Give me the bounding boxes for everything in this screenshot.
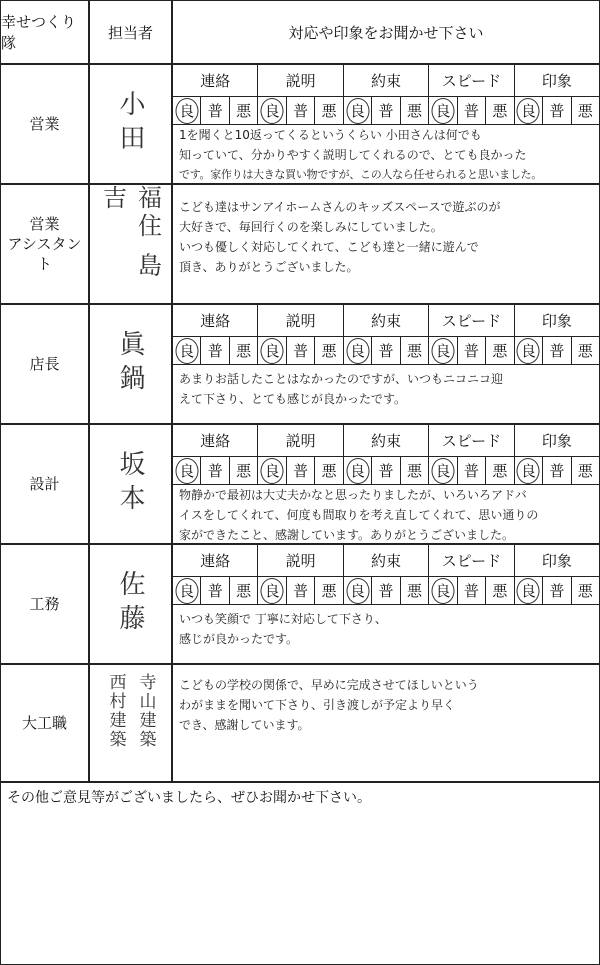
grade-average: 普	[287, 97, 315, 125]
grade-good-selected: 良	[344, 97, 372, 125]
category-label: 連絡	[173, 305, 258, 337]
grade-bad: 悪	[486, 337, 514, 365]
comment-line: こども達はサンアイホームさんのキッズスペースで遊ぶのが	[179, 200, 501, 214]
grade-bad: 悪	[572, 97, 599, 125]
handwritten-comment	[179, 125, 593, 185]
category-label: スピード	[429, 425, 514, 457]
grade-bad: 悪	[401, 577, 429, 605]
comment-line: イスをしてくれて、何度も間取りを考え直してくれて、思い通りの	[179, 508, 539, 522]
grade-bad: 悪	[486, 97, 514, 125]
grade-good-selected: 良	[173, 337, 201, 365]
category-label: スピード	[429, 545, 514, 577]
grade-good-selected: 良	[173, 457, 201, 485]
category-header-row	[173, 545, 599, 577]
comment-line: です。家作りは大きな買い物ですが、この人なら任せられると思いました。	[179, 168, 542, 181]
response-cell	[172, 544, 600, 664]
grade-bad: 悪	[230, 337, 258, 365]
grade-good-selected: 良	[515, 577, 543, 605]
comment-line: 頂き、ありがとうございました。	[179, 260, 359, 274]
header-response: 対応や印象をお聞かせ下さい	[172, 0, 600, 64]
grade-average: 普	[201, 337, 229, 365]
category-header-row	[173, 305, 599, 337]
grade-bad: 悪	[315, 337, 343, 365]
staff-name-text: 坂本	[115, 450, 145, 518]
category-label: 説明	[258, 425, 343, 457]
comment-line: 知っていて、分かりやすく説明してくれるので、とても良かった	[179, 148, 527, 162]
category-label: スピード	[429, 65, 514, 97]
handwritten-comment	[179, 485, 593, 545]
handwritten-comment	[179, 675, 593, 735]
grade-average: 普	[287, 337, 315, 365]
role-label: 営業	[0, 64, 89, 184]
grade-bad: 悪	[230, 457, 258, 485]
grade-average: 普	[201, 457, 229, 485]
grade-bad: 悪	[315, 577, 343, 605]
grade-bad: 悪	[401, 457, 429, 485]
grade-bad: 悪	[486, 577, 514, 605]
grade-average: 普	[543, 337, 571, 365]
grade-good-selected: 良	[429, 97, 457, 125]
grade-bad: 悪	[230, 97, 258, 125]
grade-bad: 悪	[572, 337, 599, 365]
grade-average: 普	[372, 97, 400, 125]
grade-good-selected: 良	[344, 457, 372, 485]
staff-name-text: 福住 島吉	[98, 185, 162, 281]
grade-good-selected: 良	[173, 577, 201, 605]
grade-good-selected: 良	[258, 97, 286, 125]
staff-name	[89, 664, 172, 782]
role-label: 店長	[0, 304, 89, 424]
category-label: 印象	[515, 545, 599, 577]
comment-line: いつも優しく対応してくれて、こども達と一緒に遊んで	[179, 240, 479, 254]
grade-bad: 悪	[401, 337, 429, 365]
other-comments-box[interactable]	[0, 782, 600, 965]
role-label: 工務	[0, 544, 89, 664]
grade-average: 普	[543, 577, 571, 605]
grade-bad: 悪	[315, 97, 343, 125]
grade-good-selected: 良	[429, 457, 457, 485]
grade-good-selected: 良	[258, 577, 286, 605]
grade-average: 普	[372, 337, 400, 365]
grade-average: 普	[201, 97, 229, 125]
comment-line: こどもの学校の関係で、早めに完成させてほしいという	[179, 678, 479, 692]
category-label: 連絡	[173, 65, 258, 97]
staff-name	[89, 184, 172, 304]
response-cell	[172, 664, 600, 782]
grade-average: 普	[201, 577, 229, 605]
category-header-row	[173, 65, 599, 97]
staff-name-text: 佐藤	[115, 570, 145, 638]
grade-bad: 悪	[230, 577, 258, 605]
category-label: 約束	[344, 545, 429, 577]
handwritten-comment	[179, 369, 593, 409]
grade-bad: 悪	[401, 97, 429, 125]
category-label: 約束	[344, 305, 429, 337]
grade-average: 普	[458, 97, 486, 125]
comment-line: あまりお話したことはなかったのですが、いつもニコニコ迎	[179, 372, 504, 386]
grade-bad: 悪	[315, 457, 343, 485]
grade-good-selected: 良	[515, 97, 543, 125]
header-team: 幸せつくり隊	[0, 0, 89, 64]
grade-good-selected: 良	[515, 337, 543, 365]
role-label: 設計	[0, 424, 89, 544]
header-person: 担当者	[89, 0, 172, 64]
grade-average: 普	[287, 457, 315, 485]
comment-line: いつも笑顔で 丁寧に対応して下さり、	[179, 612, 387, 626]
staff-name	[89, 424, 172, 544]
comment-line: わがままを聞いて下さり、引き渡しが予定より早く	[179, 698, 456, 712]
response-cell	[172, 184, 600, 304]
category-label: 印象	[515, 305, 599, 337]
grade-good-selected: 良	[344, 337, 372, 365]
category-header-row	[173, 425, 599, 457]
grade-average: 普	[372, 457, 400, 485]
grade-bad: 悪	[572, 577, 599, 605]
grade-row	[173, 577, 599, 605]
category-label: 約束	[344, 65, 429, 97]
staff-name	[89, 304, 172, 424]
role-label: 営業 アシスタント	[0, 184, 89, 304]
grade-good-selected: 良	[173, 97, 201, 125]
comment-line: 家ができたこと、感謝しています。ありがとうございました。	[179, 528, 515, 542]
comment-line: 大好きで、毎回行くのを楽しみにしていました。	[179, 220, 443, 234]
grade-average: 普	[287, 577, 315, 605]
category-label: 連絡	[173, 425, 258, 457]
staff-name-text: 寺山建築 西村建築	[105, 673, 156, 749]
category-label: 連絡	[173, 545, 258, 577]
grade-bad: 悪	[572, 457, 599, 485]
category-label: 印象	[515, 425, 599, 457]
staff-name-text: 眞鍋	[115, 330, 145, 398]
staff-name-text: 小田	[115, 90, 145, 158]
grade-good-selected: 良	[429, 337, 457, 365]
comment-line: 感じが良かったです。	[179, 632, 299, 646]
grade-row	[173, 457, 599, 485]
grade-good-selected: 良	[258, 457, 286, 485]
grade-average: 普	[372, 577, 400, 605]
category-label: 印象	[515, 65, 599, 97]
grade-good-selected: 良	[258, 337, 286, 365]
grade-bad: 悪	[486, 457, 514, 485]
handwritten-comment	[179, 609, 593, 649]
category-label: 説明	[258, 305, 343, 337]
comment-line: 物静かで最初は大丈夫かなと思ったりましたが、いろいろアドバ	[179, 488, 527, 502]
staff-name	[89, 64, 172, 184]
grade-average: 普	[543, 97, 571, 125]
other-comments-label: その他ご意見等がございましたら、ぜひお聞かせ下さい。	[7, 790, 371, 806]
category-label: スピード	[429, 305, 514, 337]
role-label: 大工職	[0, 664, 89, 782]
grade-average: 普	[543, 457, 571, 485]
response-cell	[172, 304, 600, 424]
category-label: 説明	[258, 545, 343, 577]
grade-average: 普	[458, 337, 486, 365]
category-label: 説明	[258, 65, 343, 97]
grade-good-selected: 良	[429, 577, 457, 605]
comment-line: でき、感謝しています。	[179, 718, 310, 732]
grade-row	[173, 337, 599, 365]
grade-row	[173, 97, 599, 125]
grade-good-selected: 良	[515, 457, 543, 485]
response-cell	[172, 64, 600, 184]
grade-average: 普	[458, 577, 486, 605]
handwritten-comment	[179, 197, 593, 277]
comment-line: えて下さり、とても感じが良かったです。	[179, 392, 407, 406]
response-cell	[172, 424, 600, 544]
comment-line: 1を聞くと10返ってくるというくらい 小田さんは何でも	[179, 128, 482, 142]
grade-average: 普	[458, 457, 486, 485]
staff-name	[89, 544, 172, 664]
category-label: 約束	[344, 425, 429, 457]
grade-good-selected: 良	[344, 577, 372, 605]
